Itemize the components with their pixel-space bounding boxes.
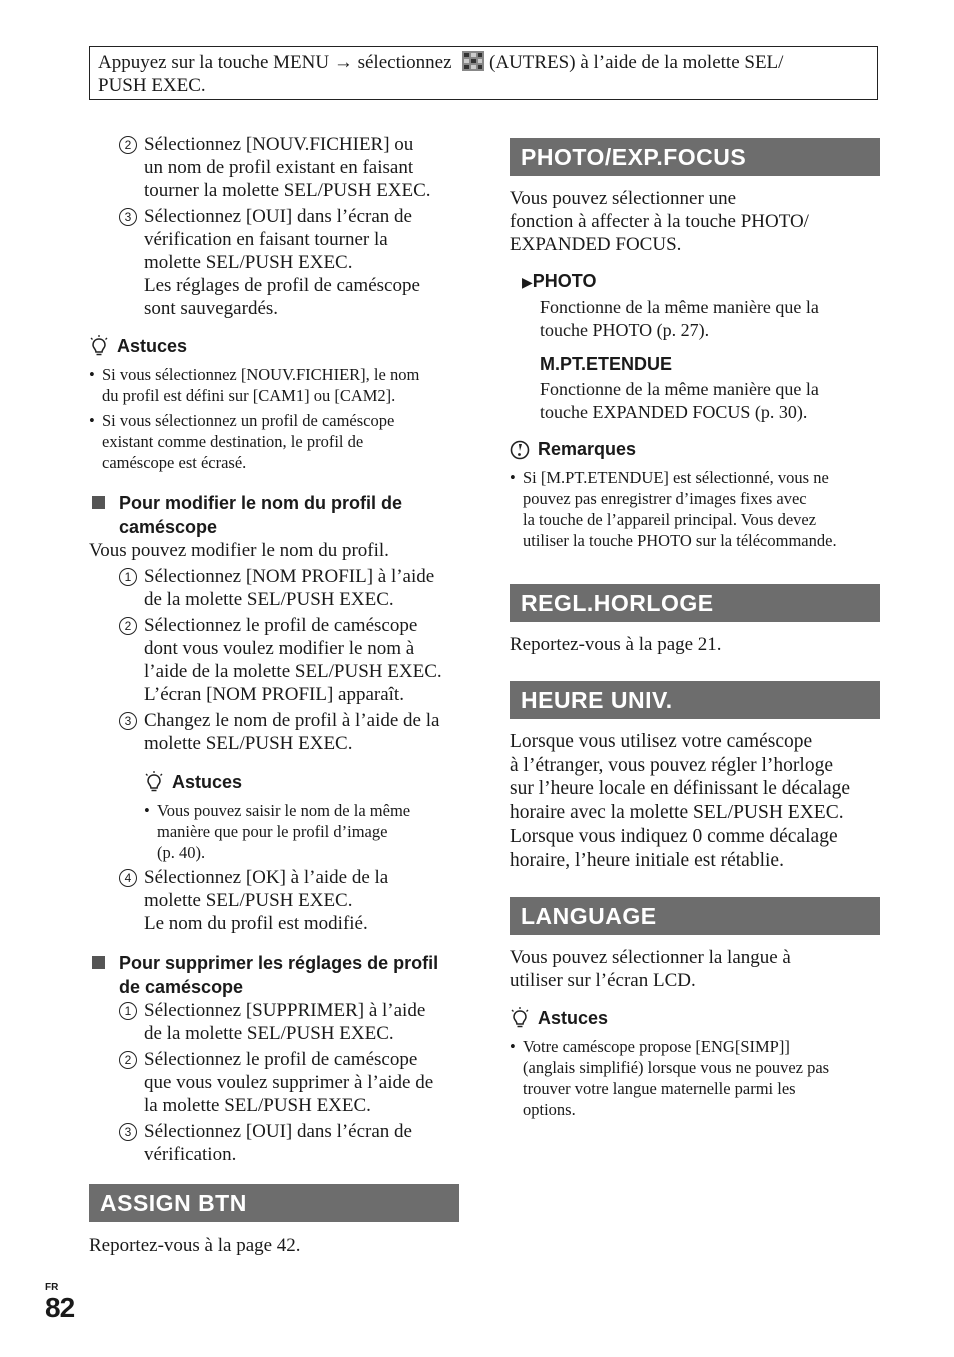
step-4 xyxy=(89,866,461,935)
nested-tips xyxy=(89,771,461,863)
text-line: sur l’heure locale en définissant le décalage xyxy=(510,778,851,800)
text-line: utiliser sur l’écran LCD. xyxy=(510,970,696,991)
instruction-line-1 xyxy=(98,51,869,74)
section-text xyxy=(510,946,880,992)
text-line: un nom de profil existant en faisant xyxy=(144,157,414,178)
square-bullet-icon xyxy=(92,956,105,969)
text-line: Lorsque vous utilisez votre caméscope xyxy=(510,731,813,752)
step-number: 2 xyxy=(119,136,137,154)
note-warning-icon xyxy=(510,440,530,460)
text-line: horaire avec la molette SEL/PUSH EXEC. xyxy=(510,802,844,824)
step-number: 3 xyxy=(119,712,137,730)
section-title-bar: LANGUAGE xyxy=(510,897,880,935)
instruction-box xyxy=(89,46,878,100)
text-line: Le nom du profil est modifié. xyxy=(144,913,368,934)
step-2 xyxy=(89,1048,461,1117)
step-number: 3 xyxy=(119,208,137,226)
text-line: EXPANDED FOCUS. xyxy=(510,234,682,255)
text-line: sont sauvegardés. xyxy=(144,298,279,319)
text-line: Pour modifier le nom du profil de xyxy=(119,493,403,513)
heure-univ-section xyxy=(510,681,880,872)
text-line: Sélectionnez [SUPPRIMER] à l’aide xyxy=(144,1000,426,1021)
tips-title: Astuces xyxy=(538,1007,609,1028)
section-text xyxy=(510,187,880,256)
text-line: Vous pouvez sélectionner une xyxy=(510,188,737,209)
step-2 xyxy=(89,614,461,706)
notes-title: Remarques xyxy=(538,439,637,459)
option-title: PHOTO xyxy=(532,271,597,291)
tip-item xyxy=(89,410,461,473)
text-line: molette SEL/PUSH EXEC. xyxy=(144,252,353,273)
step-3 xyxy=(89,1120,461,1166)
text-line: Sélectionnez [OUI] dans l’écran de xyxy=(144,206,412,227)
page-number: 82 xyxy=(45,1292,75,1323)
text-line: • Si vous sélectionnez un profil de caméscope xyxy=(102,411,395,430)
text-line: Sélectionnez le profil de caméscope xyxy=(144,615,418,636)
text-line: L’écran [NOM PROFIL] apparaît. xyxy=(144,684,404,705)
option-heading xyxy=(510,269,880,294)
tip-item xyxy=(89,364,461,406)
text-line: l’aide de la molette SEL/PUSH EXEC. xyxy=(144,661,442,682)
text-line: Sélectionnez [OUI] dans l’écran de xyxy=(144,1121,412,1142)
instruction-text: (AUTRES) à l’aide de la molette SEL/ xyxy=(489,52,784,73)
text-line: • Vous pouvez saisir le nom de la même xyxy=(157,801,411,820)
tips-list xyxy=(89,364,461,473)
text-line: • Si [M.PT.ETENDUE] est sélectionné, vous ne xyxy=(523,468,829,487)
step-number: 1 xyxy=(119,1002,137,1020)
section-title-bar: HEURE UNIV. xyxy=(510,681,880,719)
step-number: 4 xyxy=(119,869,137,887)
text-line: Les réglages de profil de caméscope xyxy=(144,275,420,296)
text-line: • Si vous sélectionnez [NOUV.FICHIER], le nom xyxy=(102,365,420,384)
tips-heading xyxy=(144,771,461,793)
left-column xyxy=(89,133,461,1166)
option-text xyxy=(510,296,880,341)
text-line: que vous voulez supprimer à l’aide de xyxy=(144,1072,434,1093)
text-line: Sélectionnez le profil de caméscope xyxy=(144,1049,418,1070)
text-line: Lorsque vous indiquez 0 comme décalage xyxy=(510,825,838,847)
text-line: du profil est défini sur [CAM1] ou [CAM2]. xyxy=(102,386,396,405)
text-line: Sélectionnez [OK] à l’aide de la xyxy=(144,867,389,888)
regl-horloge-section xyxy=(510,584,880,656)
step-number: 2 xyxy=(119,617,137,635)
section-text: Reportez-vous à la page 42. xyxy=(89,1235,301,1256)
text-line: la touche de l’appareil principal. Vous devez xyxy=(523,510,817,529)
step-number: 2 xyxy=(119,1051,137,1069)
section-text xyxy=(510,730,880,872)
text-line: horaire, l’heure initiale est rétablie. xyxy=(510,849,784,871)
language-code: FR xyxy=(45,1282,59,1293)
text-line: Sélectionnez [NOUV.FICHIER] ou xyxy=(144,134,414,155)
text-line: dont vous voulez modifier le nom à xyxy=(144,638,415,659)
text-line: utiliser la touche PHOTO sur la télécommande. xyxy=(523,531,837,550)
step-2 xyxy=(89,133,461,202)
lightbulb-icon xyxy=(510,1007,530,1029)
notes-heading xyxy=(510,439,880,460)
instruction-text: Appuyez sur la touche MENU xyxy=(98,52,330,73)
tip-item xyxy=(510,1036,880,1120)
step-3 xyxy=(89,205,461,320)
text-line: molette SEL/PUSH EXEC. xyxy=(144,733,353,754)
arrow-icon: → xyxy=(333,52,353,73)
section-title-bar: REGL.HORLOGE xyxy=(510,584,880,622)
section-title-bar: ASSIGN BTN xyxy=(89,1184,459,1222)
text-line: Fonctionne de la même manière que la xyxy=(540,297,819,317)
note-item xyxy=(510,467,880,551)
tips-heading xyxy=(510,1007,880,1029)
lightbulb-icon xyxy=(144,771,164,793)
text-line: de la molette SEL/PUSH EXEC. xyxy=(144,1023,394,1044)
section-intro: Vous pouvez modifier le nom du profil. xyxy=(89,540,389,561)
text-line: (p. 40). xyxy=(157,843,206,862)
option-text xyxy=(510,378,880,423)
text-line: manière que pour le profil d’image xyxy=(157,822,388,841)
text-line: vérification. xyxy=(144,1144,237,1165)
text-line: trouver votre langue maternelle parmi les xyxy=(523,1079,796,1098)
other-menu-icon xyxy=(462,51,484,71)
text-line: Fonctionne de la même manière que la xyxy=(540,379,819,399)
option-title: M.PT.ETENDUE xyxy=(540,354,673,374)
tip-item xyxy=(144,800,461,863)
text-line: tourner la molette SEL/PUSH EXEC. xyxy=(144,180,431,201)
instruction-text: sélectionnez xyxy=(357,52,452,73)
section-title-bar: PHOTO/EXP.FOCUS xyxy=(510,138,880,176)
square-bullet-icon xyxy=(92,496,105,509)
step-1 xyxy=(89,565,461,611)
language-section xyxy=(510,897,880,1120)
section-heading xyxy=(89,491,461,539)
text-line: touche EXPANDED FOCUS (p. 30). xyxy=(540,401,808,422)
text-line: la molette SEL/PUSH EXEC. xyxy=(144,1095,371,1116)
default-arrow-icon: ▶ xyxy=(522,274,533,290)
text-line: touche PHOTO (p. 27). xyxy=(540,319,710,340)
tips-title: Astuces xyxy=(172,771,243,792)
text-line: vérification en faisant tourner la xyxy=(144,229,388,250)
text-line: de caméscope xyxy=(119,977,244,997)
lightbulb-icon xyxy=(89,335,109,357)
text-line: Changez le nom de profil à l’aide de la xyxy=(144,710,440,731)
text-line: existant comme destination, le profil de xyxy=(102,432,364,451)
assign-btn-section xyxy=(89,1184,459,1257)
text-line: Vous pouvez sélectionner la langue à xyxy=(510,947,791,968)
step-3 xyxy=(89,709,461,755)
step-number: 3 xyxy=(119,1123,137,1141)
text-line: Sélectionnez [NOM PROFIL] à l’aide xyxy=(144,566,435,587)
step-1 xyxy=(89,999,461,1045)
text-line: caméscope xyxy=(119,517,218,537)
text-line: à l’étranger, vous pouvez régler l’horloge xyxy=(510,754,833,776)
text-line: molette SEL/PUSH EXEC. xyxy=(144,890,353,911)
text-line: fonction à affecter à la touche PHOTO/ xyxy=(510,211,809,232)
section-heading xyxy=(89,951,461,999)
text-line: pouvez pas enregistrer d’images fixes avec xyxy=(523,489,807,508)
text-line: de la molette SEL/PUSH EXEC. xyxy=(144,589,394,610)
section-text: Reportez-vous à la page 21. xyxy=(510,634,722,655)
step-number: 1 xyxy=(119,568,137,586)
right-column xyxy=(510,138,880,551)
text-line: Pour supprimer les réglages de profil xyxy=(119,953,439,973)
text-line: caméscope est écrasé. xyxy=(102,453,247,472)
text-line: options. xyxy=(523,1100,576,1119)
text-line: • Votre caméscope propose [ENG[SIMP]] xyxy=(523,1037,790,1056)
instruction-line-2: PUSH EXEC. xyxy=(98,75,206,96)
text-line: (anglais simplifié) lorsque vous ne pouvez pas xyxy=(523,1058,830,1077)
tips-title: Astuces xyxy=(117,335,188,356)
tips-heading xyxy=(89,335,461,357)
